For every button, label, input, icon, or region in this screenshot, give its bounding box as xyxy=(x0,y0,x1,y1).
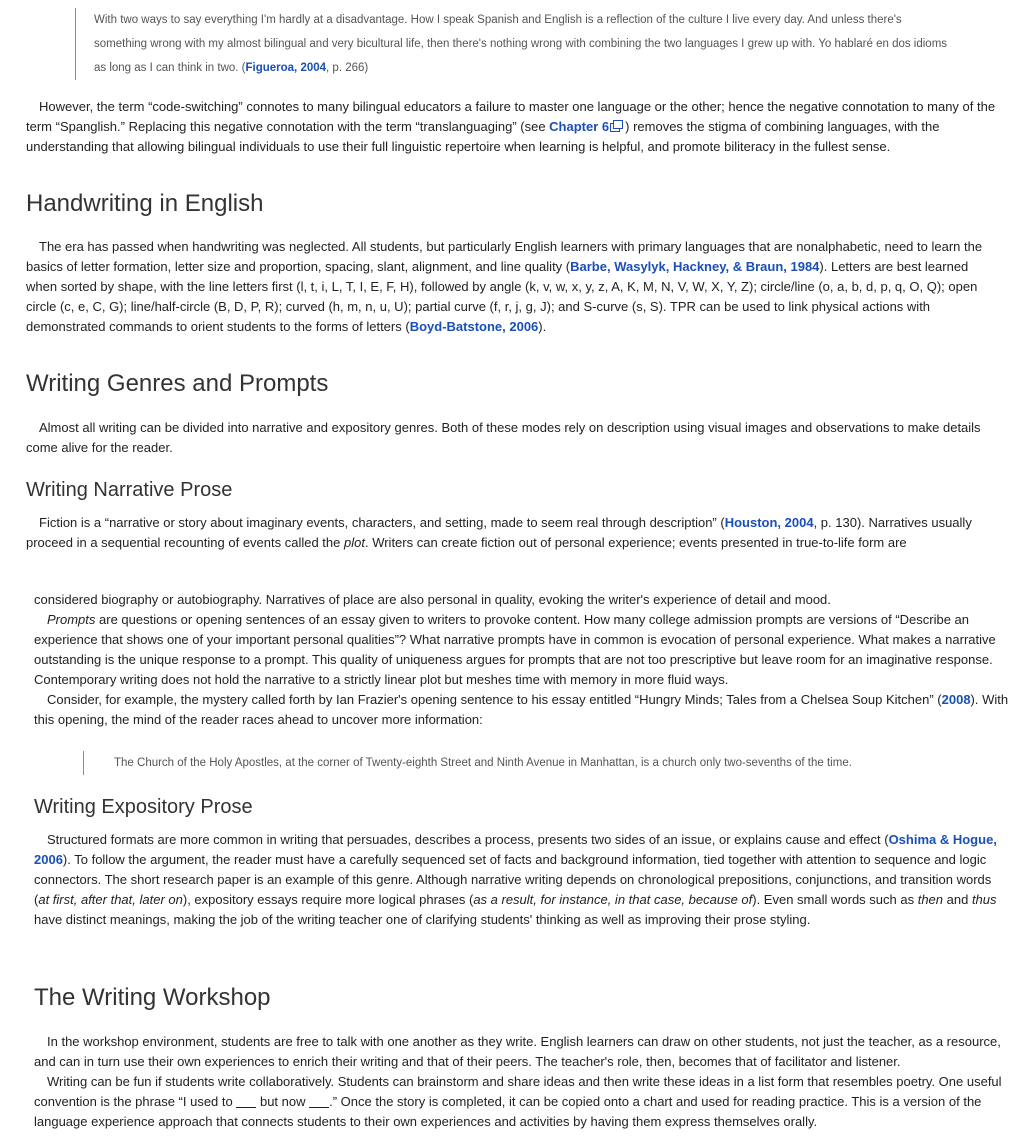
citation-link[interactable]: Boyd-Batstone, 2006 xyxy=(409,319,539,334)
paragraph: Structured formats are more common in writing that persuades, describes a process, presents two sides of an issue, or explains cause and effect (Oshima & Hogue, 2006). To follow the argument, the reader must have a carefully sequenced set of facts and background information, tied together with attention to sequence and logic connectors. The short research paper is an example of this genre. Although narrative writing depends on chronological prepositions, conjunctions, and transition words (at first, after that, later on), expository essays require more logical phrases (as a result, for instance, in that case, because of). Even small words such as then and thus have distinct meanings, making the job of the writing teacher one of clarifying students' thinking as well as improving their prose styling. xyxy=(34,832,997,927)
citation-link[interactable]: Oshima & Hogue, 2006 xyxy=(34,832,997,867)
paragraph: Fiction is a “narrative or story about imaginary events, characters, and setting, made to seem real through description” (Houston, 2004, p. 130). Narratives usually proceed in a sequential recounting of events called the plot. Writers can create fiction out of personal experience; events presented in true-to-life form are xyxy=(26,515,972,550)
block-quote: The Church of the Holy Apostles, at the corner of Twenty-eighth Street and Ninth Avenue in Manhattan, is a church only two-sevenths of the time. xyxy=(83,751,963,775)
fill-in-blank xyxy=(309,1107,329,1108)
subsection-heading: Writing Expository Prose xyxy=(34,796,253,818)
citation-link[interactable]: Barbe, Wasylyk, Hackney, & Braun, 1984 xyxy=(570,259,820,274)
paragraph: The era has passed when handwriting was neglected. All students, but particularly English learners with primary languages that are nonalphabetic, need to learn the basics of letter formation, letter size and proportion, spacing, slant, alignment, and line quality (Barbe, Wasylyk, Hackney, & Braun, 1984). Letters are best learned when sorted by shape, with the line letters first (l, t, i, L, T, I, E, F, H), followed by angle (k, v, w, x, y, z, A, K, M, N, V, W, X, Y, Z); circle/line (o, a, b, d, p, q, O, Q); open circle (c, e, C, G); line/half-circle (B, D, P, R); curved (h, m, n, u, U); partial curve (f, r, j, g, J); and S-curve (s, S). TPR can be used to link physical actions with demonstrated commands to orient students to the forms of letters (Boyd-Batstone, 2006). xyxy=(26,239,983,334)
paragraph: Almost all writing can be divided into narrative and expository genres. Both of these modes rely on description using visual images and observations to make details come alive for the reader. xyxy=(26,420,981,455)
external-link-icon[interactable] xyxy=(610,120,624,132)
section-heading: Writing Genres and Prompts xyxy=(26,370,329,397)
citation-link[interactable]: Houston, 2004 xyxy=(724,515,814,530)
citation-link[interactable]: Figueroa, 2004 xyxy=(245,62,327,74)
section-heading: Handwriting in English xyxy=(26,190,264,217)
paragraph: However, the term “code-switching” connotes to many bilingual educators a failure to master one language or the other; hence the negative connotation to many of the term “Spanglish.” Replacing this negative connotation with the term “translanguaging” (see Chapter 6 ) removes the stigma of combining languages, with the understanding that allowing bilingual individuals to use their full linguistic repertoire when learning is helpful, and promote biliteracy in the fullest sense. xyxy=(26,99,996,154)
block-quote: With two ways to say everything I'm hardly at a disadvantage. How I speak Spanish and English is a reflection of the culture I live every day. And unless there's something wrong with my almost bilingual and very bicultural life, then there's nothing wrong with combining the two languages I grew up with. Yo hablaré en dos idioms as long as I can think in two. (Figueroa, 2004, p. 266) xyxy=(75,8,955,80)
fill-in-blank xyxy=(236,1107,256,1108)
citation-link[interactable]: 2008 xyxy=(941,692,971,707)
paragraph: In the workshop environment, students are free to talk with one another as they write. English learners can draw on other students, not just the teacher, as a resource, and can in turn use their own experiences to enrich their writing and that of their peers. The teacher's role, then, becomes that of facilitator and listener. Writing can be fun if students write collaboratively. Students can brainstorm and share ideas and then write these ideas in a list form that resembles poetry. One useful convention is the phrase “I used to but now .” Once the story is completed, it can be copied onto a chart and used for reading practice. This is a version of the language experience approach that connects students to their own experiences and activities by having them express themselves orally. xyxy=(34,1034,1002,1129)
section-heading: The Writing Workshop xyxy=(34,984,271,1011)
chapter-link[interactable]: Chapter 6 xyxy=(549,119,610,134)
subsection-heading: Writing Narrative Prose xyxy=(26,479,233,501)
paragraph: considered biography or autobiography. Narratives of place are also personal in quality, evoking the writer's experience of detail and mood. Prompts are questions or opening sentences of an essay given to writers to provoke content. How many college admission prompts are versions of “Describe an experience that shows one of your important personal qualities”? What narrative prompts have in common is evocation of personal experience. What makes a narrative outstanding is the unique response to a prompt. This quality of uniqueness argues for prompts that are not too prescriptive but leave room for an imaginative response. Contemporary writing does not hold the narrative to a strictly linear plot but meshes time with memory in more fluid ways. Consider, for example, the mystery called forth by Ian Frazier's opening sentence to his essay entitled “Hungry Minds; Tales from a Chelsea Soup Kitchen” (2008). With this opening, the mind of the reader races ahead to uncover more information: xyxy=(34,592,1009,727)
